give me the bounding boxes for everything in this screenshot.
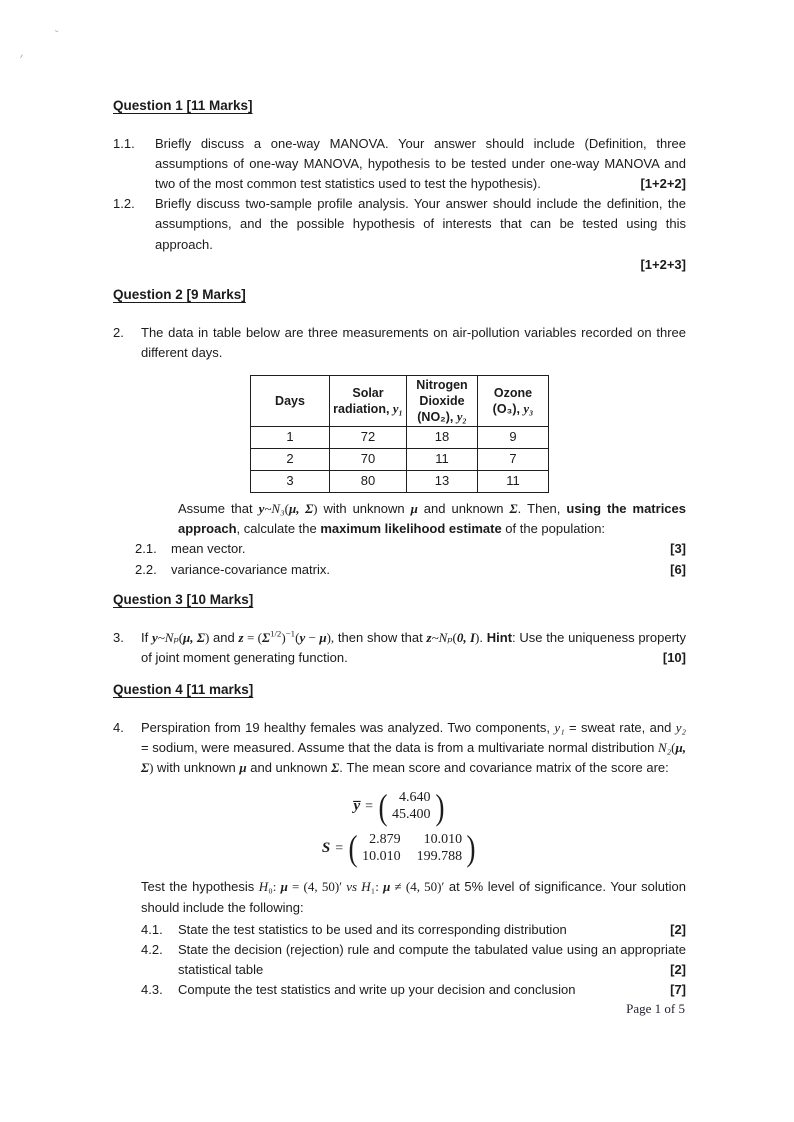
item-4-2	[141, 940, 686, 980]
item-2-2-text	[171, 560, 686, 580]
item-2-2-marks: [6]	[670, 561, 686, 577]
right-paren: )	[466, 828, 476, 869]
table-header-solar-radiation: Solar radiation, y₁	[330, 376, 407, 427]
table-row	[251, 449, 549, 471]
item-4-3-body: Compute the test statistics and write up your decision and conclusion	[178, 982, 576, 998]
item-3-marks: [10]	[662, 649, 686, 665]
question-1-section	[113, 96, 686, 275]
item-3	[113, 628, 686, 668]
item-2-2-body: variance-covariance matrix.	[171, 561, 330, 577]
item-1-1	[113, 134, 686, 194]
s-symbol: S	[321, 839, 331, 856]
item-4-3-text	[178, 980, 686, 1000]
table-cell: 9	[478, 427, 549, 449]
covariance-matrix-values	[359, 832, 465, 866]
item-3-text	[141, 628, 686, 668]
scan-speck: ᐟ	[19, 52, 25, 64]
air-pollution-table	[250, 375, 549, 493]
question-3-heading: Question 3 [10 Marks]	[113, 591, 254, 607]
table-cell: 3	[251, 471, 330, 493]
item-3-body: If y~Nₚ(μ, Σ) and $z = (\Sigma^{1/2})^{-1}(y - \mu)$, then show that z~Nₚ(0, I). Hint: Use the uniqueness property of joint moment generating function.	[141, 628, 687, 665]
table-header-row	[251, 376, 549, 427]
page-content	[113, 96, 686, 1000]
item-1-1-text	[155, 134, 686, 194]
item-4-1-text	[178, 920, 686, 940]
table-cell: 7	[478, 449, 549, 471]
left-paren: (	[378, 786, 388, 827]
item-2-number: 2.	[113, 324, 124, 340]
item-3-number: 3.	[113, 629, 124, 645]
item-4-1-number: 4.1.	[141, 921, 163, 937]
item-2-1-number: 2.1.	[135, 541, 157, 557]
item-2-2	[135, 560, 686, 580]
table-cell: 18	[407, 427, 478, 449]
item-4-1-body: State the test statistics to be used and its corresponding distribution	[178, 921, 567, 937]
item-2-1-marks: [3]	[670, 541, 686, 557]
matrix-cell: 10.010	[423, 831, 463, 847]
left-paren: (	[348, 828, 358, 869]
table-header-days: Days	[251, 376, 330, 427]
item-1-1-marks: [1+2+2]	[640, 176, 686, 192]
table-cell: 70	[330, 449, 407, 471]
question-1-heading: Question 1 [11 Marks]	[113, 98, 253, 113]
item-1-1-body: Briefly discuss a one-way MANOVA. Your answer should include (Definition, three assumptions of one-way MANOVA, hypothesis to be tested under one-way MANOVA and two of the most common test statistics used to test the hypothesis).	[155, 135, 686, 192]
table-cell: 1	[251, 427, 330, 449]
item-1-1-number: 1.1.	[113, 135, 135, 151]
table-cell: 72	[330, 427, 407, 449]
item-2-1-text	[171, 539, 686, 559]
item-4-1	[141, 920, 686, 940]
ybar-symbol: y̅	[353, 798, 361, 815]
item-4-number: 4.	[113, 719, 124, 735]
item-4-3-number: 4.3.	[141, 982, 163, 998]
item-1-2-body: Briefly discuss two-sample profile analysis. Your answer should include the definition, the assumptions, and the possible hypothesis of interests that can be tested using this approach.	[155, 196, 686, 252]
question-3-section	[113, 590, 686, 668]
item-2-2-number: 2.2.	[135, 561, 157, 577]
table-cell: 11	[478, 471, 549, 493]
item-2-1	[135, 539, 686, 559]
matrix-cell: 10.010	[362, 848, 401, 864]
matrix-cell: 199.788	[416, 848, 463, 864]
item-1-2-number: 1.2.	[113, 196, 135, 212]
hypothesis-test-paragraph: Test the hypothesis H₀: μ = (4, 50)′ vs H₁: μ ≠ (4, 50)′ at 5% level of significance. Your solution should include the following:	[141, 879, 686, 915]
item-1-2-text	[155, 194, 686, 275]
table-cell: 80	[330, 471, 407, 493]
item-4-2-number: 4.2.	[141, 941, 163, 957]
item-2-1-body: mean vector.	[171, 541, 246, 557]
item-2-intro-text: The data in table below are three measurements on air-pollution variables recorded on three different days.	[141, 324, 686, 360]
item-1-2-marks: [1+2+3]	[640, 256, 686, 272]
equals-sign: =	[335, 840, 344, 856]
item-2-intro	[113, 323, 686, 363]
question-4-heading: Question 4 [11 marks]	[113, 681, 254, 697]
table-header-nitrogen-dioxide: Nitrogen Dioxide (NO₂), y₂	[407, 376, 478, 427]
mean-vector-formula	[113, 786, 686, 827]
item-4-1-marks: [2]	[670, 921, 686, 937]
item-4-3-marks: [7]	[670, 982, 686, 998]
right-paren: )	[435, 786, 445, 827]
item-4-2-marks: [2]	[670, 961, 686, 977]
item-4-intro-text: Perspiration from 19 healthy females was analyzed. Two components, y₁ = sweat rate, and y₂ = sodium, were measured. Assume that the data is from a multivariate normal distribution N₂(μ, Σ) with unknown μ and unknown Σ. The mean score and covariance matrix of the score are:	[141, 719, 686, 776]
item-4-2-body: State the decision (rejection) rule and compute the tabulated value using an appropriate statistical table	[178, 941, 686, 977]
table-cell: 2	[251, 449, 330, 471]
item-1-2	[113, 194, 686, 275]
page-number: Page 1 of 5	[626, 1001, 685, 1016]
table-cell: 11	[407, 449, 478, 471]
table-cell: 13	[407, 471, 478, 493]
item-4-intro	[113, 718, 686, 778]
equals-sign: =	[365, 799, 374, 815]
scan-speck: ᵕ	[53, 25, 60, 37]
matrix-cell: 2.879	[369, 831, 401, 847]
question-2-section	[113, 285, 686, 580]
mean-vector-values	[389, 790, 434, 824]
mean-value: 45.400	[392, 807, 431, 823]
question-4-section	[113, 680, 686, 1000]
item-4-2-text	[178, 940, 686, 980]
table-row	[251, 427, 549, 449]
table-header-ozone: Ozone (O₃), y₃	[478, 376, 549, 427]
question-2-heading: Question 2 [9 Marks]	[113, 286, 246, 302]
mean-value: 4.640	[399, 790, 431, 806]
covariance-matrix-formula	[113, 828, 686, 869]
item-4-3	[141, 980, 686, 1000]
table-row	[251, 471, 549, 493]
assume-paragraph: Assume that y~N₃(μ, Σ) with unknown μ and unknown Σ. Then, using the matrices approach, calculate the maximum likelihood estimate of the population:	[178, 501, 686, 537]
